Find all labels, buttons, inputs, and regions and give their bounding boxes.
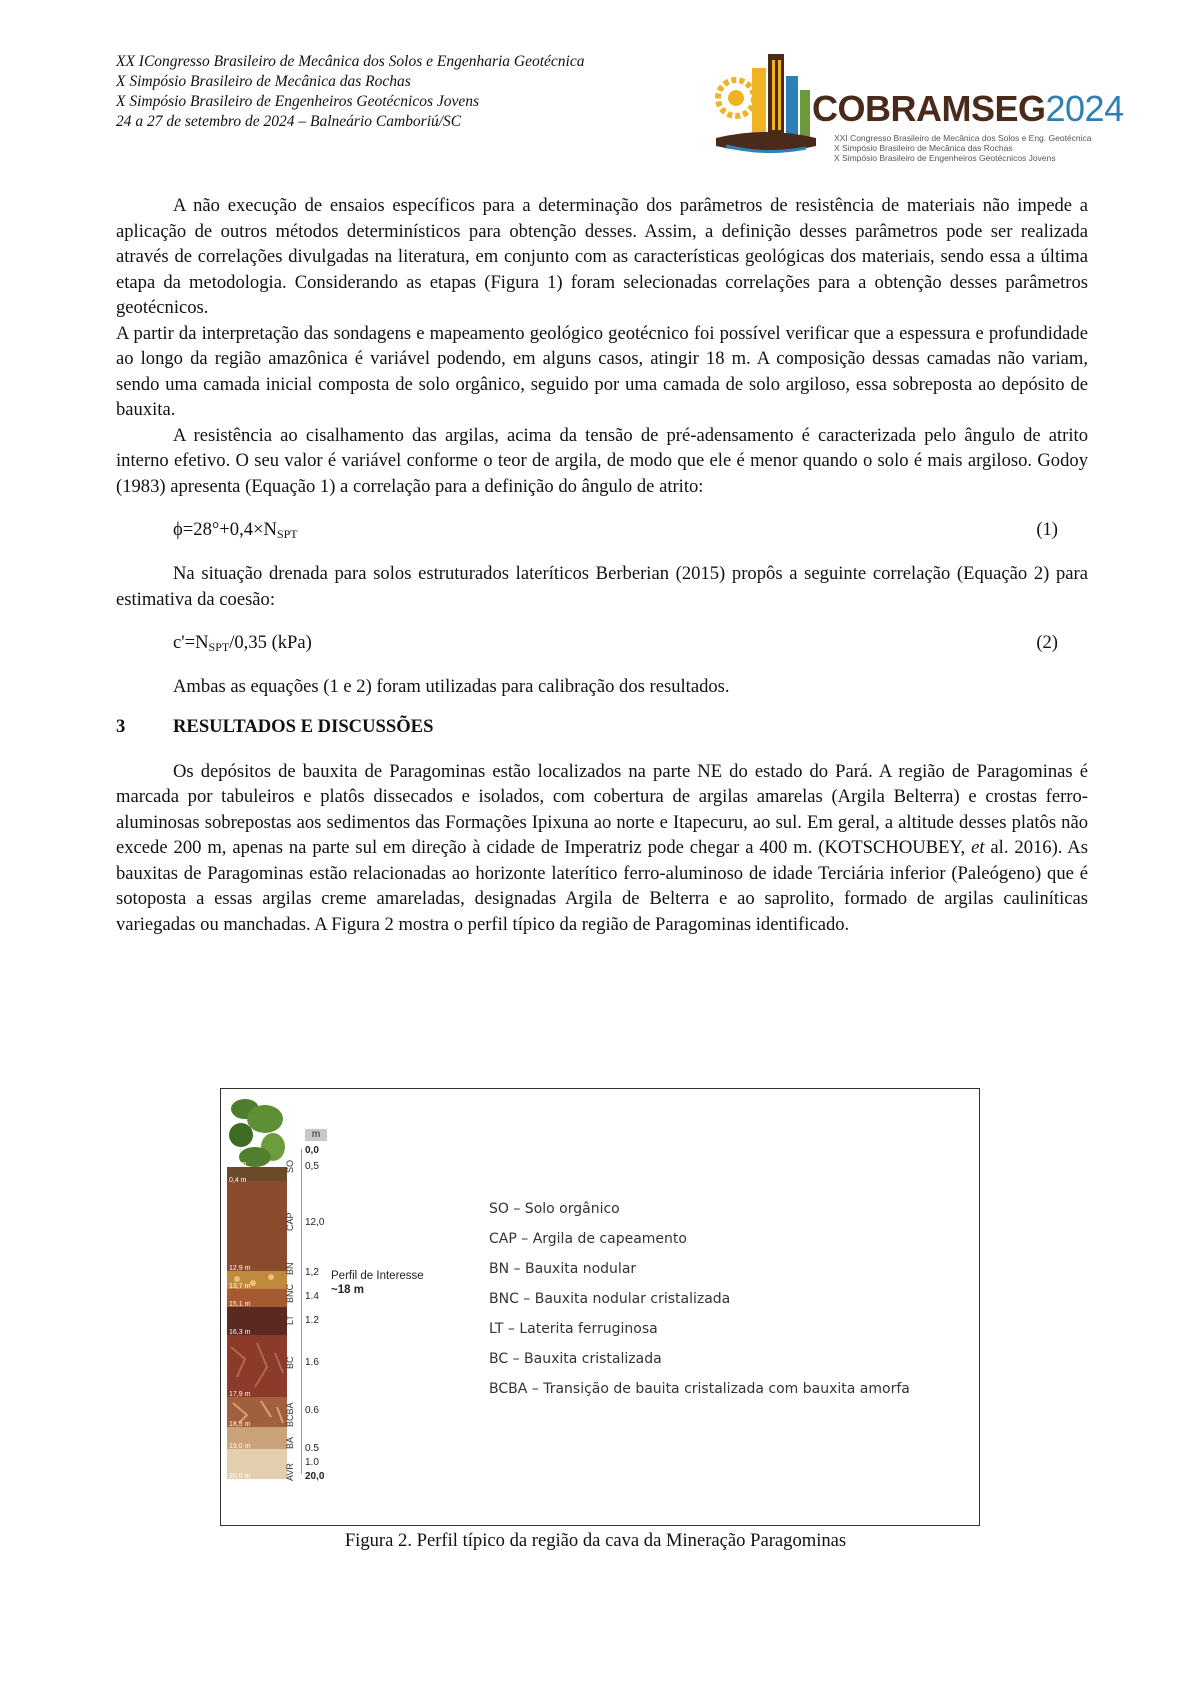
layer-code-avr: AVR — [285, 1463, 295, 1481]
equation-2-pre: c'=N — [173, 632, 209, 653]
layer-code-bn: BN — [285, 1262, 295, 1275]
paragraph-6-part-a: Os depósitos de bauxita de Paragominas estão localizados na parte NE do estado do Pará. A região de Paragominas é marcada por tabuleiros e platôs dissecados e isolados, com cobertura de argilas amarelas (Argila Belterra) e crostas ferro-aluminosas sobrepostas aos sedimentos das Formações Ipixuna ao norte e Itapecuru, ao sul. Em geral, a altitude desses platôs não excede 200 m, apenas na parte sul em direção à cidade de Imperatriz pode chegar a 400 m. (KOTSCHOUBEY, — [116, 760, 1088, 858]
paragraph-3: A resistência ao cisalhamento das argilas, acima da tensão de pré-adensamento é caracterizada pelo ângulo de atrito interno efetivo. O seu valor é variável conforme o teor de argila, de modo que ele é menor quando o solo é mais argiloso. Godoy (1983) apresenta (Equação 1) a correlação para a definição do ângulo de atrito: — [116, 424, 1088, 497]
logo-sub-line-2: X Simpósio Brasileiro de Mecânica das Rochas — [834, 143, 1013, 153]
layer-code-bcba: BCBA — [285, 1402, 295, 1427]
legend-item-bnc: BNC – Bauxita nodular cristalizada — [489, 1291, 731, 1307]
legend-item-bn: BN – Bauxita nodular — [489, 1261, 637, 1277]
layer-code-bc: BC — [285, 1356, 295, 1369]
layer-thk-bnc: 1.4 — [305, 1291, 319, 1302]
equation-2-post: /0,35 (kPa) — [229, 632, 312, 653]
depth-label-1: 0,9 m — [229, 1161, 247, 1168]
equation-1 — [116, 517, 1088, 543]
layer-thk-bc: 1.6 — [305, 1357, 319, 1368]
paragraph-1: A não execução de ensaios específicos para a determinação dos parâmetros de resistência de materiais não impede a aplicação de outros métodos determinísticos para obtenção desses. Assim, a definição desses parâmetros pode ser realizada através de correlações divulgadas na literatura, em conjunto com as características geológicas dos materiais, sendo essa a última etapa da metodologia. Considerando as etapas (Figura 1) foram selecionadas correlações para a obtenção desses parâmetros geotécnicos. — [116, 195, 1088, 318]
profile-label-line-2: ~18 m — [331, 1284, 364, 1296]
section-number: 3 — [116, 715, 126, 737]
paragraph-6-et: et — [971, 837, 985, 858]
logo-sub-line-1: XXI Congresso Brasileiro de Mecânica dos Solos e Eng. Geotécnica — [834, 133, 1092, 143]
logo-wordmark — [812, 88, 1124, 130]
layer-thk-avr: 1.0 — [305, 1457, 319, 1468]
layer-thk-ba: 0.5 — [305, 1443, 319, 1454]
bottom-depth-value: 20,0 — [305, 1471, 325, 1482]
legend-item-lt: LT – Laterita ferruginosa — [489, 1321, 658, 1337]
profile-label-line-1: Perfil de Interesse — [331, 1270, 424, 1282]
conference-header — [116, 52, 676, 132]
layer-code-ba: BA — [285, 1436, 295, 1449]
depth-label-9: 19,0 m — [229, 1443, 251, 1450]
layer-thk-cap: 12,0 — [305, 1217, 325, 1228]
header-line-3: X Simpósio Brasileiro de Engenheiros Geotécnicos Jovens — [116, 93, 480, 110]
equation-1-main: ϕ=28°+0,4×N — [173, 519, 277, 540]
equation-1-formula — [173, 517, 298, 548]
logo-name: COBRAMSEG — [812, 88, 1046, 129]
top-depth-value: 0,0 — [305, 1145, 319, 1156]
figure-2-box — [220, 1088, 980, 1526]
paragraph-2: A partir da interpretação das sondagens e mapeamento geológico geotécnico foi possível verificar que a espessura e profundidade ao longo da região amazônica é variável podendo, em alguns casos, atingir 18 m. A composição dessas camadas não variam, sendo uma camada inicial composta de solo orgânico, seguido por uma camada de solo argiloso, essa sobreposta ao depósito de bauxita. — [116, 322, 1088, 420]
depth-label-3: 12,9 m — [229, 1265, 251, 1272]
layer-thk-lt: 1.2 — [305, 1315, 319, 1326]
profile-of-interest-label — [331, 1269, 424, 1297]
logo-year: 2024 — [1045, 88, 1124, 129]
legend-item-bc: BC – Bauxita cristalizada — [489, 1351, 662, 1367]
layer-code-lt: LT — [285, 1315, 295, 1325]
depth-label-6: 16,3 m — [229, 1329, 251, 1336]
equation-1-subscript: SPT — [276, 527, 298, 541]
legend-item-cap: CAP – Argila de capeamento — [489, 1231, 687, 1247]
paragraph-6-part-b: al. 2016). As bauxitas de Paragominas estão relacionadas ao horizonte laterítico ferro-aluminoso de idade Terciária inferior (Paleógeno) que é sotoposta a essas argilas creme amareladas, designadas Argila de Belterra e ao saprolito, formado de argilas cauliníticas variegadas ou manchadas. A Figura 2 mostra o perfil típico da região de Paragominas identificado. — [116, 837, 1088, 935]
layer-code-bnc: BNC — [285, 1283, 295, 1303]
section-title: RESULTADOS E DISCUSSÕES — [173, 715, 434, 737]
layer-code-so: SO — [285, 1159, 295, 1173]
paragraph-6 — [116, 759, 1088, 938]
equation-2-formula — [173, 630, 312, 661]
paragraph-4: Na situação drenada para solos estruturados lateríticos Berberian (2015) propôs a seguinte correlação (Equação 2) para estimativa da coesão: — [116, 563, 1088, 610]
scale-line — [301, 1149, 302, 1474]
legend-item-so: SO – Solo orgânico — [489, 1201, 620, 1217]
depth-label-5: 15,1 m — [229, 1301, 251, 1308]
equation-2-subscript: SPT — [208, 640, 230, 654]
paragraph-5: Ambas as equações (1 e 2) foram utilizadas para calibração dos resultados. — [173, 676, 730, 697]
equation-2-number: (2) — [1036, 632, 1058, 653]
depth-label-8: 18,5 m — [229, 1421, 251, 1428]
layer-thk-so: 0,5 — [305, 1161, 319, 1172]
depth-label-4: 13,7 m — [229, 1283, 251, 1290]
layer-code-cap: CAP — [285, 1212, 295, 1231]
depth-label-7: 17,9 m — [229, 1391, 251, 1398]
logo-sub-line-3: X Simpósio Brasileiro de Engenheiros Geotécnicos Jovens — [834, 153, 1056, 163]
paper-body — [116, 193, 1088, 937]
header-line-2: X Simpósio Brasileiro de Mecânica das Rochas — [116, 73, 411, 90]
logo-subtitle — [834, 133, 1092, 163]
depth-label-10: 20,0 m — [229, 1473, 251, 1480]
layer-thk-bn: 1,2 — [305, 1267, 319, 1278]
layer-thk-bcba: 0.6 — [305, 1405, 319, 1416]
equation-2 — [116, 630, 1088, 656]
figure-2-caption: Figura 2. Perfil típico da região da cava da Mineração Paragominas — [344, 1530, 847, 1551]
depth-label-2: 0,4 m — [229, 1177, 247, 1184]
unit-header: m — [305, 1129, 327, 1141]
header-line-4: 24 a 27 de setembro de 2024 – Balneário Camboriú/SC — [116, 113, 462, 130]
header-line-1: XX ICongresso Brasileiro de Mecânica dos Solos e Engenharia Geotécnica — [116, 53, 585, 70]
legend-item-bcba: BCBA – Transição de bauita cristalizada com bauxita amorfa — [489, 1381, 910, 1397]
equation-1-number: (1) — [1036, 519, 1058, 540]
section-heading — [116, 714, 1088, 739]
